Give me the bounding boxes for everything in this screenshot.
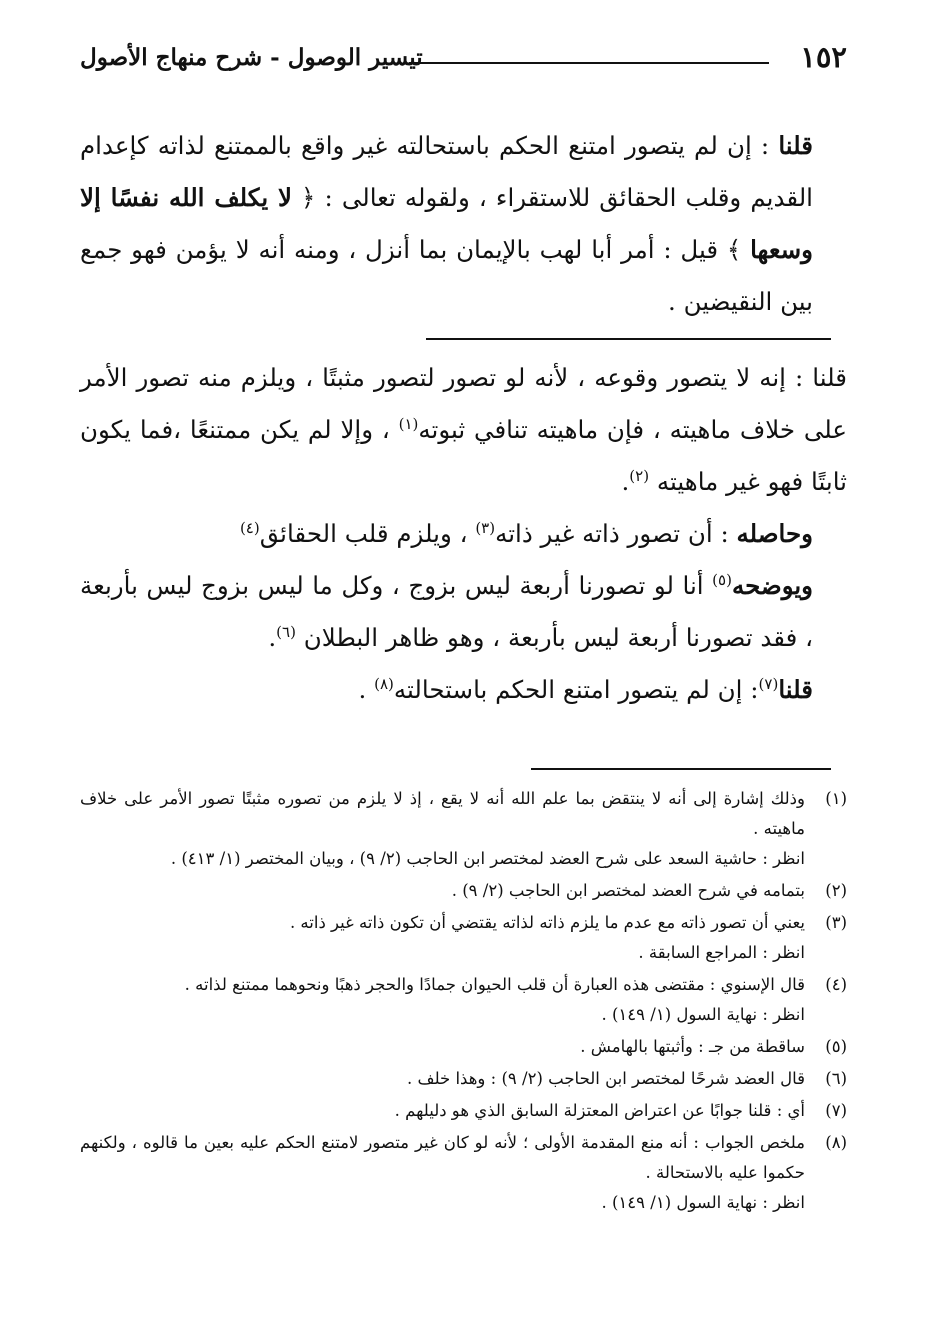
para2-text-a: قلنا : إنه لا يتصور وقوعه ، لأنه لو تصور لتصور مثبتًا ، ويلزم منه تصور الأمر على خلاف ماهيته ، فإن ماهيته تنافي ثبوته — [80, 363, 847, 444]
commentary-block — [80, 352, 847, 716]
footnote-number: (٢) — [825, 881, 847, 900]
para5-text-b: . — [358, 675, 375, 704]
para3-lead: وحاصله — [736, 519, 813, 548]
para5-text-a: : إن لم يتصور امتنع الحكم باستحالته — [393, 675, 759, 704]
footnote-line: انظر : نهاية السول (١/ ١٤٩) . — [601, 1005, 805, 1024]
footnote-ref-4: (٤) — [239, 518, 260, 537]
footnote-number: (٧) — [825, 1101, 847, 1120]
para4-lead: ويوضحه — [731, 571, 813, 600]
footnote-number: (٥) — [825, 1037, 847, 1056]
footnote-line: انظر : المراجع السابقة . — [638, 943, 805, 962]
footnote-ref-1: (١) — [398, 414, 419, 433]
footnote-line: ملخص الجواب : أنه منع المقدمة الأولى ؛ لأنه لو كان غير متصور لامتنع الحكم عليه بعين ما قالوه ، ولكنهم حكموا عليه بالاستحالة . — [80, 1133, 805, 1182]
footnote-item — [80, 970, 847, 1030]
footnote-line: يعني أن تصور ذاته مع عدم ما يلزم ذاته لذاته يقتضي أن تكون ذاته غير ذاته . — [289, 913, 805, 932]
footnote-item — [80, 1096, 847, 1126]
para1-lead: قلنا — [778, 131, 813, 160]
para3-text-b: ، ويلزم قلب الحقائق — [259, 519, 476, 548]
footnote-ref-2: (٢) — [629, 466, 650, 485]
footnote-ref-7: (٧) — [758, 674, 779, 693]
paragraph-2 — [80, 352, 847, 508]
footnote-divider — [531, 768, 831, 770]
footnote-number: (٤) — [825, 975, 847, 994]
para1-text-b: ﴾ قيل : أمر أبا لهب بالإيمان بما أنزل ، ومنه أنه لا يؤمن فهو جمع بين النقيضين . — [80, 235, 813, 316]
footnote-line: قال الإسنوي : مقتضى هذه العبارة أن قلب الحيوان جمادًا والحجر ذهبًا ونحوهما ممتنع لذاته . — [184, 975, 805, 994]
footnote-item — [80, 1128, 847, 1218]
para2-text-c: . — [621, 467, 630, 496]
footnote-line: قال العضد شرحًا لمختصر ابن الحاجب (٢/ ٩) : وهذا خلف . — [407, 1069, 805, 1088]
quran-verse: لا يكلف الله نفسًا إلا وسعها — [80, 183, 813, 264]
footnote-line: بتمامه في شرح العضد لمختصر ابن الحاجب (٢/ ٩) . — [451, 881, 805, 900]
paragraph-4 — [80, 560, 847, 664]
page-number: ١٥٢ — [800, 40, 847, 74]
footnote-line: أي : قلنا جوابًا عن اعتراض المعتزلة السابق الذي هو دليلهم . — [394, 1101, 805, 1120]
footnote-line: انظر : نهاية السول (١/ ١٤٩) . — [601, 1193, 805, 1212]
running-title: تيسير الوصول - شرح منهاج الأصول — [80, 44, 423, 71]
main-text-block — [80, 120, 847, 328]
footnote-ref-5: (٥) — [712, 570, 732, 589]
para5-lead: قلنا — [778, 675, 813, 704]
footnote-line: انظر : حاشية السعد على شرح العضد لمختصر ابن الحاجب (٢/ ٩) ، وبيان المختصر (١/ ٤١٣) . — [170, 849, 805, 868]
footnote-ref-3: (٣) — [475, 518, 496, 537]
para4-text-a: أنا لو تصورنا أربعة ليس بزوج ، وكل ما ليس بزوج ليس بأربعة ، فقد تصورنا أربعة ليس بأربعة ، وهو ظاهر البطلان — [80, 571, 813, 652]
para2-text-b: ، وإلا لم يكن ممتنعًا ،فما يكون ثابتًا فهو غير ماهيته — [80, 415, 847, 496]
footnote-item — [80, 876, 847, 906]
section-divider — [426, 338, 831, 340]
header-rule — [409, 62, 769, 64]
footnote-number: (٦) — [825, 1069, 847, 1088]
para1-text-a: : إن لم يتصور امتنع الحكم باستحالته غير واقع بالممتنع لذاته كإعدام القديم وقلب الحقائق للاستقراء ، ولقوله تعالى : ﴿ — [80, 131, 813, 212]
footnote-item — [80, 908, 847, 968]
footnote-number: (٣) — [825, 913, 847, 932]
footnote-item — [80, 784, 847, 874]
page-header — [80, 38, 847, 78]
para4-text-b: . — [268, 623, 277, 652]
paragraph-5 — [80, 664, 847, 716]
footnote-number: (٨) — [825, 1133, 847, 1152]
footnote-number: (١) — [825, 789, 847, 808]
footnote-ref-8: (٨) — [374, 674, 394, 693]
footnote-ref-6: (٦) — [276, 622, 296, 641]
footnote-item — [80, 1064, 847, 1094]
footnote-item — [80, 1032, 847, 1062]
footnote-line: ساقطة من جـ : وأثبتها بالهامش . — [580, 1037, 805, 1056]
footnote-line: وذلك إشارة إلى أنه لا ينتقض بما علم الله أنه لا يقع ، إذ لا يلزم من تصوره مثبتًا تصور الأمر على خلاف ماهيته . — [80, 789, 805, 838]
para3-text-a: : أن تصور ذاته غير ذاته — [495, 519, 737, 548]
paragraph-3 — [80, 508, 847, 560]
paragraph-1 — [80, 120, 847, 328]
footnotes-section — [80, 784, 847, 1220]
